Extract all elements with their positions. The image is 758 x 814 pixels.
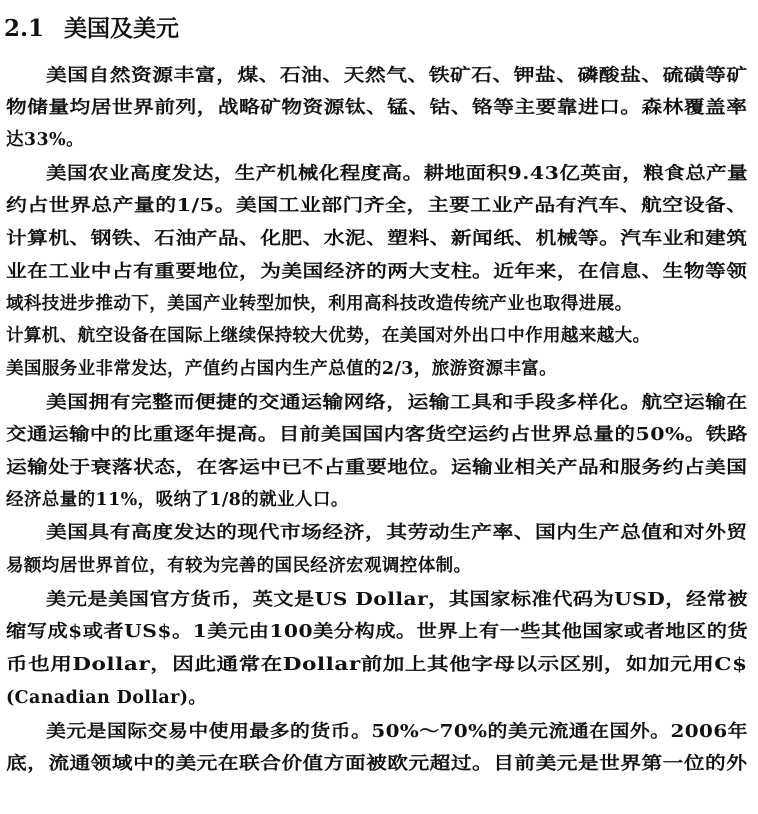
paragraph-line: 美国拥有完整而便捷的交通运输网络，运输工具和手段多样化。航空运输在: [46, 393, 748, 413]
paragraph-line: 币也用Dollar，因此通常在Dollar前加上其他字母以示区别，如加元用C$: [6, 655, 748, 675]
paragraph-line: 计算机、航空设备在国际上继续保持较大优势，在美国对外出口中作用越来越大。: [6, 326, 651, 346]
section-heading: [4, 14, 179, 44]
paragraph-line: 域科技进步推动下，美国产业转型加快，利用高科技改造传统产业也取得进展。: [6, 294, 633, 314]
paragraph-line: 美国服务业非常发达，产值约占国内生产总值的2/3，旅游资源丰富。: [6, 359, 558, 379]
paragraph-line: 运输处于衰落状态，在客运中已不占重要地位。运输业相关产品和服务约占美国: [6, 458, 748, 478]
paragraph-line: 美元是美国官方货币，英文是US Dollar，其国家标准代码为USD，经常被: [46, 590, 748, 610]
paragraph-line: 物储量均居世界前列，战略矿物资源钛、锰、钴、铬等主要靠进口。森林覆盖率: [6, 98, 748, 118]
paragraph-line: (Canadian Dollar)。: [6, 688, 207, 708]
paragraph-line: 易额均居世界首位，有较为完善的国民经济宏观调控体制。: [6, 556, 472, 576]
paragraph-line: 达33%。: [6, 130, 84, 150]
paragraph-line: 美国农业高度发达，生产机械化程度高。耕地面积9.43亿英亩，粮食总产量: [46, 164, 749, 184]
paragraph-line: 计算机、钢铁、石油产品、化肥、水泥、塑料、新闻纸、机械等。汽车业和建筑: [6, 229, 748, 249]
paragraph-line: 交通运输中的比重逐年提高。目前美国国内客货空运约占世界总量的50%。铁路: [6, 425, 748, 445]
paragraph-line: 底，流通领域中的美元在联合价值方面被欧元超过。目前美元是世界第一位的外: [6, 754, 748, 774]
paragraph-line: 美国具有高度发达的现代市场经济，其劳动生产率、国内生产总值和对外贸: [46, 523, 748, 543]
paragraph-line: 业在工业中占有重要地位，为美国经济的两大支柱。近年来，在信息、生物等领: [6, 262, 748, 282]
paragraph-line: 经济总量的11%，吸纳了1/8的就业人口。: [6, 490, 349, 510]
section-title: 美国及美元: [64, 15, 180, 42]
paragraph-line: 美国自然资源丰富，煤、石油、天然气、铁矿石、钾盐、磷酸盐、硫磺等矿: [46, 66, 748, 86]
paragraph-line: 约占世界总产量的1/5。美国工业部门齐全，主要工业产品有汽车、航空设备、: [6, 196, 748, 216]
paragraph-line: 缩写成$或者US$。1美元由100美分构成。世界上有一些其他国家或者地区的货: [6, 622, 749, 642]
section-number: 2.1: [4, 15, 45, 42]
paragraph-line: 美元是国际交易中使用最多的货币。50%～70%的美元流通在国外。2006年: [46, 722, 748, 742]
